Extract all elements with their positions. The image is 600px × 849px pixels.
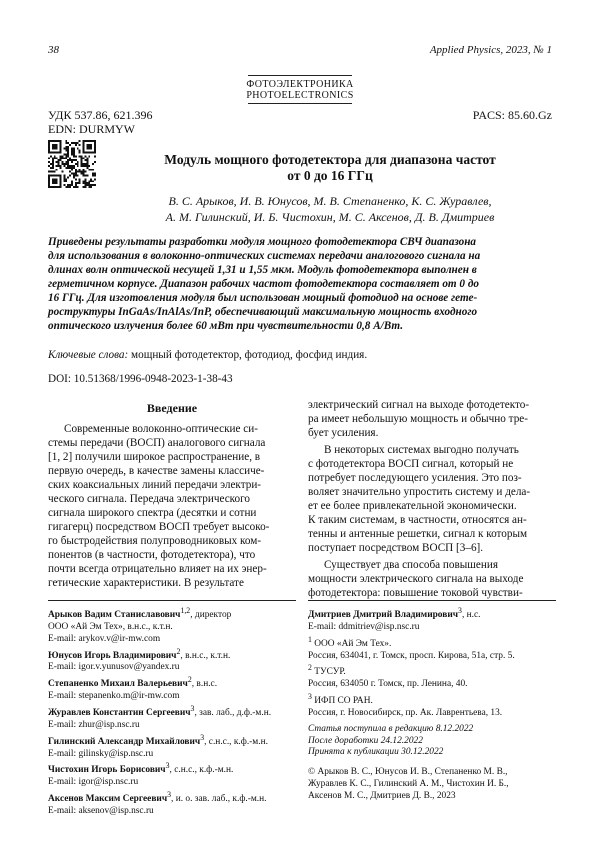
body-line: го быстродействия полупроводниковых ком- — [48, 535, 262, 547]
author-role: , зав. лаб., д.ф.-м.н. — [194, 708, 272, 719]
author-entry — [48, 732, 296, 749]
body-line: ет ее более привлекательной экономически. — [308, 500, 517, 512]
author-role: , директор — [190, 610, 232, 621]
page-number: 38 — [48, 44, 59, 56]
body-line: стемы передачи (ВОСП) аналогового сигнала — [48, 437, 266, 449]
body-line: фотодетектора: повышение токовой чувстви- — [308, 587, 523, 599]
body-line: с фотодетектора ВОСП сигнал, который не — [308, 458, 514, 470]
received-date: Статья поступила в редакцию 8.12.2022 — [308, 723, 474, 734]
affiliation-name: ООО «Ай Эм Тех». — [311, 638, 392, 649]
body-line: гигагерц) посредством ВОСП требует высоко- — [48, 521, 270, 533]
author-role: , с.н.с., к.ф.-м.н. — [204, 736, 268, 747]
body-line: тенны и антенные решетки, сигнал к которым — [308, 528, 528, 540]
affiliation-sup: 3 — [458, 606, 462, 615]
abstract-line: Приведены результаты разработки модуля мощного фотодетектора СВЧ диапазона — [48, 236, 477, 248]
body-line: потребует последующего усиления. Это поз- — [308, 472, 522, 484]
body-line: Существует два способа повышения — [324, 559, 498, 571]
edn-code: EDN: DURMYW — [48, 122, 135, 136]
author-email[interactable]: E-mail: gilinsky@isp.nsc.ru — [48, 748, 154, 759]
affiliation-sup: 3 — [200, 732, 205, 742]
section-heading-introduction: Введение — [146, 401, 198, 415]
body-line: К таким системам, в частности, относятся ан- — [308, 514, 527, 526]
doi-link[interactable]: DOI: 10.51368/1996-0948-2023-1-38-43 — [48, 373, 233, 385]
section-label-ru: ФОТОЭЛЕКТРОНИКА — [246, 79, 354, 90]
abstract-line: для использования в волоконно-оптических системах передачи аналогового сигнала на — [48, 250, 481, 262]
author-entry — [308, 605, 556, 622]
section-rule-bottom — [248, 103, 352, 104]
affiliation-sup: 2 — [176, 646, 181, 656]
accepted-date: Принята к публикации 30.12.2022 — [308, 747, 444, 758]
body-line: [1, 2] получили широкое распространение, в — [48, 451, 261, 463]
body-line: воляет значительно упростить систему и дела- — [308, 486, 531, 498]
author-info-right — [308, 605, 556, 803]
affiliation-sup: 1,2 — [180, 606, 191, 615]
footnote-rule-left — [48, 600, 296, 601]
author-email[interactable]: E-mail: zhur@isp.nsc.ru — [48, 719, 140, 730]
body-line: понентов (в частности, фотодетектора), что — [48, 549, 256, 561]
author-name: Аксенов Максим Сергеевич — [48, 794, 168, 805]
abstract-line: оптического излучения более 60 мВт при чувствительности 0,8 А/Вт. — [48, 320, 403, 332]
author-entry — [48, 605, 296, 622]
author-role: , и. о. зав. лаб., к.ф.-м.н. — [171, 794, 267, 805]
body-line: ских коаксиальных линий передачи электри- — [48, 479, 262, 491]
abstract-line: герметичном корпусе. Диапазон рабочих частот фотодетектора составляет от 0 до — [48, 278, 479, 290]
author-detail: ООО «Ай Эм Тех», в.н.с., к.т.н. — [48, 621, 173, 632]
journal-name: Applied Physics, 2023, № 1 — [429, 44, 552, 56]
author-email[interactable]: E-mail: aksenov@isp.nsc.ru — [48, 806, 154, 817]
body-line: электрический сигнал на выходе фотодетекто- — [308, 399, 530, 411]
body-line: первую очередь, в качестве замены классиче- — [48, 465, 265, 477]
copyright-line: © Арыков В. С., Юнусов И. В., Степаненко М. В., — [308, 767, 508, 778]
article-dates — [308, 724, 556, 759]
author-name: Арыков Вадим Станиславович — [48, 610, 181, 621]
author-entry — [48, 674, 296, 691]
abstract-line: 16 ГГц. Для изготовления модуля был использован мощный фотодиод на основе гете- — [48, 292, 478, 304]
author-role: , в.н.с. — [191, 679, 218, 690]
affiliation-address: Россия, 634050 г. Томск, пр. Ленина, 40. — [308, 679, 468, 690]
article-title-line-2: от 0 до 16 ГГц — [287, 168, 373, 183]
body-line: поступает посредством ВОСП [3–6]. — [308, 542, 484, 554]
keywords — [48, 349, 367, 361]
author-name: Степаненко Михаил Валерьевич — [48, 679, 188, 690]
author-role: , в.н.с., к.т.н. — [180, 650, 231, 661]
author-entry — [48, 789, 296, 806]
affiliation-sup: 3 — [167, 790, 172, 800]
abstract — [48, 235, 554, 333]
keywords-label: Ключевые слова: — [48, 349, 129, 361]
author-role: , н.с. — [461, 610, 481, 621]
author-role: , с.н.с., к.ф.-м.н. — [169, 765, 234, 776]
body-line: ческого сигнала. Передача электрического — [48, 493, 251, 505]
author-email[interactable]: E-mail: arykov.v@ir-mw.com — [48, 633, 161, 644]
author-name: Гилинский Александр Михайлович — [48, 736, 201, 747]
author-entry — [48, 646, 296, 663]
body-line: Современные волоконно-оптические си- — [64, 423, 258, 435]
authors-line-1: В. С. Арыков, И. В. Юнусов, М. В. Степаненко, К. С. Журавлев, — [168, 194, 492, 208]
copyright-line: Аксенов М. С., Дмитриев Д. В., 2023 — [308, 790, 456, 801]
body-line: В некоторых системах выгодно получать — [324, 444, 519, 456]
author-email[interactable]: E-mail: igor@isp.nsc.ru — [48, 777, 139, 788]
section-rule-top — [248, 75, 352, 76]
affiliation-name: ИФП СО РАН. — [311, 696, 373, 707]
udc-code: УДК 537.86, 621.396 — [48, 108, 153, 122]
affiliation — [308, 634, 556, 651]
body-line: почти всегда отрицательно влияет на их энер- — [48, 563, 267, 575]
author-info-left — [48, 605, 296, 818]
author-name: Чистохин Игорь Борисович — [48, 765, 166, 776]
affiliation-sup: 3 — [308, 692, 312, 702]
body-column-right — [308, 398, 556, 600]
abstract-line: роструктуры InGaAs/InAlAs/InP, обеспечивающий максимальную мощность входного — [48, 306, 478, 318]
keywords-text: мощный фотодетектор, фотодиод, фосфид индия. — [128, 349, 368, 361]
author-name: Дмитриев Дмитрий Владимирович — [308, 610, 459, 621]
section-label-en: PHOTOELECTRONICS — [246, 90, 354, 101]
affiliation-name: ТУСУР. — [311, 667, 346, 678]
affiliation-address: Россия, г. Новосибирск, пр. Ак. Лаврентьева, 13. — [308, 708, 503, 719]
affiliation-sup: 2 — [187, 675, 192, 685]
author-entry — [48, 760, 296, 777]
affiliation-sup: 3 — [190, 703, 195, 713]
body-line: мощности электрического сигнала на выходе — [308, 573, 524, 585]
author-name: Журавлев Константин Сергеевич — [48, 708, 191, 719]
revised-date: После доработки 24.12.2022 — [308, 735, 423, 746]
copyright-line: Журавлев К. С., Гилинский А. М., Чистохин И. Б., — [308, 779, 509, 790]
body-line: сигнала широкого спектра (десятки и сотни — [48, 507, 257, 519]
copyright — [308, 767, 556, 802]
affiliation-sup: 2 — [308, 663, 312, 673]
author-entry — [48, 703, 296, 720]
pacs-code: PACS: 85.60.Gz — [472, 108, 552, 122]
affiliation — [308, 662, 556, 679]
affiliation-sup: 1 — [308, 634, 312, 644]
author-name: Юнусов Игорь Владимирович — [48, 650, 177, 661]
author-email[interactable]: E-mail: stepanenko.m@ir-mw.com — [48, 691, 180, 702]
footnote-rule-right — [308, 600, 556, 601]
body-line: ра имеет небольшую мощность и обычно тре- — [308, 413, 528, 425]
affiliation-address: Россия, 634041, г. Томск, просп. Кирова, 51а, стр. 5. — [308, 650, 515, 661]
qr-code-icon — [48, 140, 96, 188]
abstract-line: длинах волн оптической несущей 1,31 и 1,55 мкм. Модуль фотодетектора выполнен в — [48, 264, 477, 276]
body-column-left — [48, 422, 296, 590]
author-email[interactable]: E-mail: ddmitriev@isp.nsc.ru — [308, 621, 420, 632]
article-title-line-1: Модуль мощного фотодетектора для диапазона частот — [164, 152, 496, 167]
body-line: гетические характеристики. В результате — [48, 577, 244, 589]
body-line: бует усиления. — [308, 427, 379, 439]
affiliation — [308, 691, 556, 708]
author-email[interactable]: E-mail: igor.v.yunusov@yandex.ru — [48, 662, 180, 673]
affiliation-sup: 3 — [165, 761, 170, 771]
authors-line-2: А. М. Гилинский, И. Б. Чистохин, М. С. Аксенов, Д. В. Дмитриев — [165, 210, 495, 224]
